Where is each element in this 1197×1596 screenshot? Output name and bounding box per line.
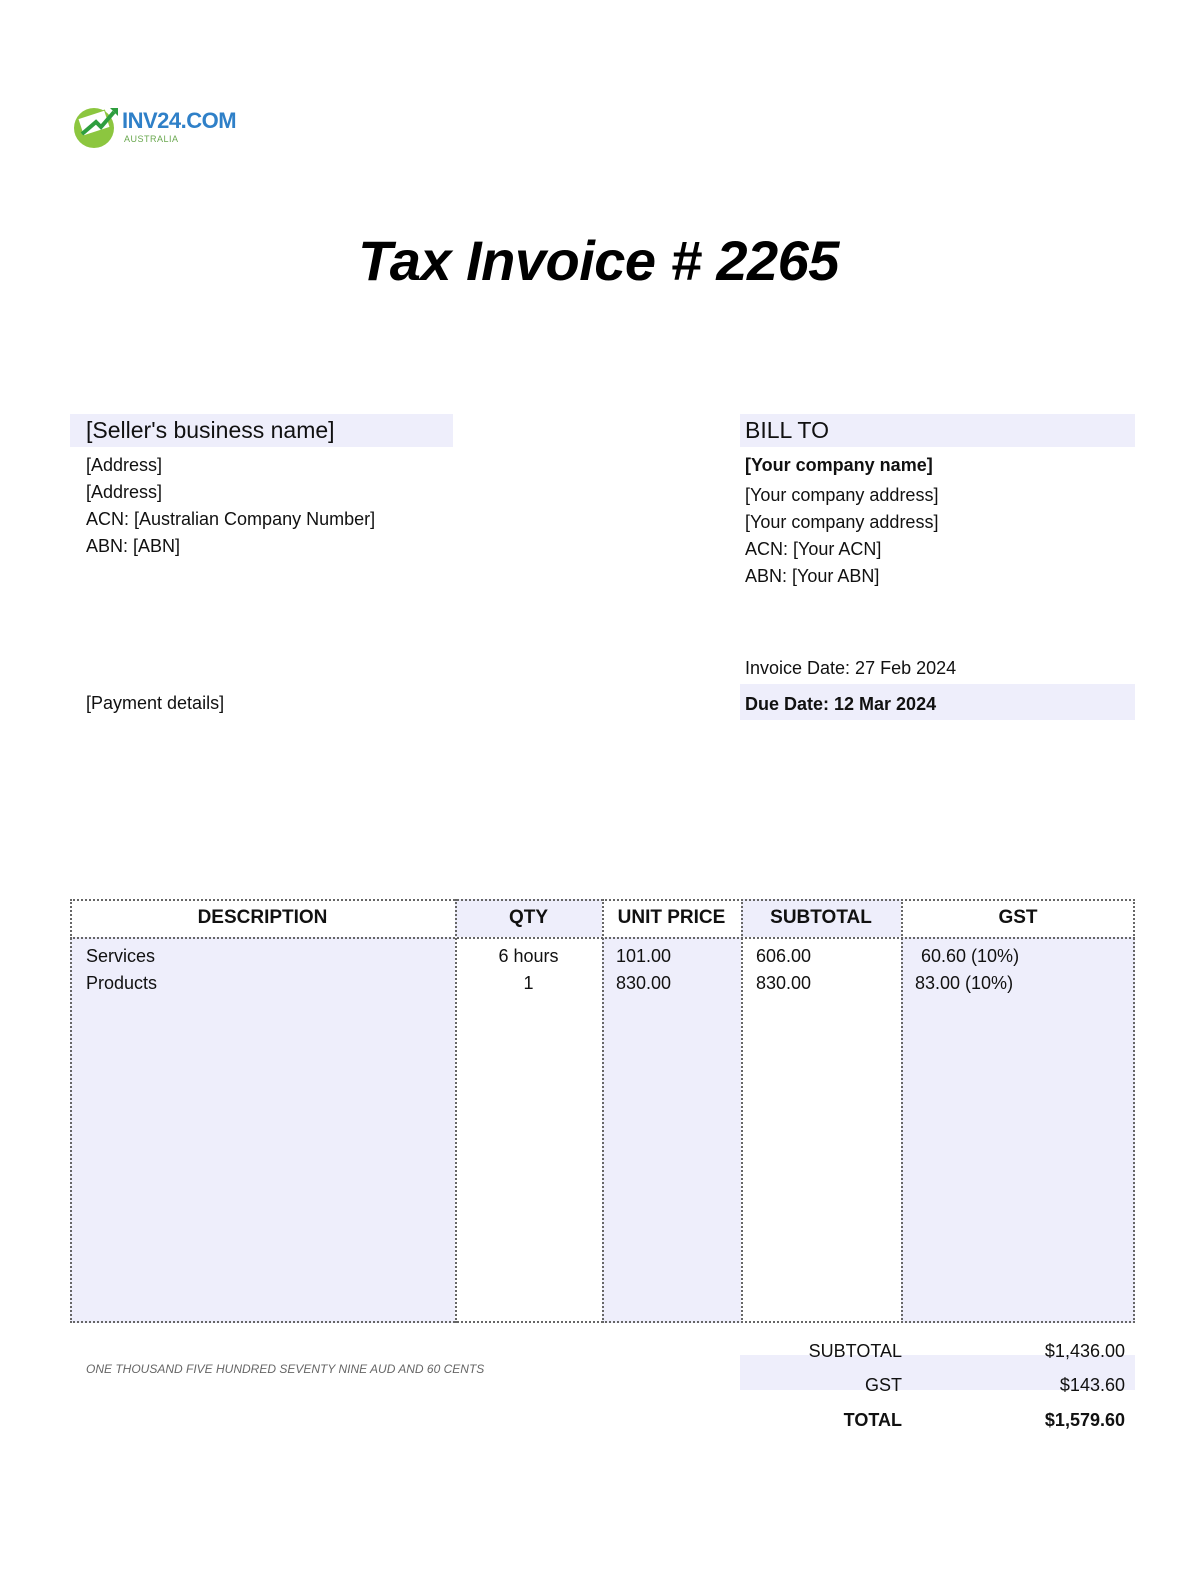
table-right-border <box>1133 899 1135 1323</box>
subtotal-value: $1,436.00 <box>1044 1341 1125 1361</box>
row-1-subtotal: 606.00 <box>756 946 812 966</box>
invoice-date: Invoice Date: 27 Feb 2024 <box>745 658 957 678</box>
table-left-border <box>70 899 72 1323</box>
row-2-description: Products <box>86 973 158 993</box>
seller-address-1: [Address] <box>86 455 163 475</box>
logo-icon <box>70 102 126 150</box>
logo-text: INV24.COM <box>122 108 237 133</box>
header-description: DESCRIPTION <box>197 907 328 928</box>
row-1-description: Services <box>86 946 156 966</box>
row-2-subtotal: 830.00 <box>756 973 812 993</box>
header-subtotal: SUBTOTAL <box>770 907 872 928</box>
header-gst: GST <box>998 907 1038 928</box>
bill-to-abn: ABN: [Your ABN] <box>745 566 880 586</box>
logo-subtext: AUSTRALIA <box>124 134 179 144</box>
bill-to-acn: ACN: [Your ACN] <box>745 539 882 559</box>
bill-to-heading: BILL TO <box>745 417 829 443</box>
gst-value: $143.60 <box>1059 1375 1125 1395</box>
table-divider-2 <box>602 899 604 1323</box>
subtotal-label: SUBTOTAL <box>808 1341 902 1361</box>
row-1-gst: 60.60 (10%) <box>921 946 1020 966</box>
items-table <box>70 899 1135 1323</box>
total-value: $1,579.60 <box>1044 1410 1125 1430</box>
seller-name: [Seller's business name] <box>86 417 335 443</box>
amount-in-words: ONE THOUSAND FIVE HUNDRED SEVENTY NINE AUD AND 60 CENTS <box>86 1362 485 1376</box>
bill-to-company: [Your company name] <box>745 455 933 475</box>
header-unit-price: UNIT PRICE <box>617 907 726 928</box>
table-divider-4 <box>901 899 903 1323</box>
invoice-title: Tax Invoice # 2265 <box>358 229 839 292</box>
bill-to-address-1: [Your company address] <box>745 485 939 505</box>
table-divider-3 <box>741 899 743 1323</box>
row-2-qty: 1 <box>523 973 534 993</box>
seller-abn: ABN: [ABN] <box>86 536 181 556</box>
payment-details: [Payment details] <box>86 693 225 713</box>
row-2-gst: 83.00 (10%) <box>915 973 1014 993</box>
bill-to-address-2: [Your company address] <box>745 512 939 532</box>
seller-acn: ACN: [Australian Company Number] <box>86 509 376 529</box>
row-2-unit-price: 830.00 <box>616 973 672 993</box>
gst-label: GST <box>864 1375 902 1395</box>
header-qty: QTY <box>508 907 549 928</box>
seller-address-2: [Address] <box>86 482 163 502</box>
row-1-unit-price: 101.00 <box>616 946 672 966</box>
total-label: TOTAL <box>843 1410 902 1430</box>
row-1-qty: 6 hours <box>498 946 559 966</box>
due-date: Due Date: 12 Mar 2024 <box>745 694 937 714</box>
